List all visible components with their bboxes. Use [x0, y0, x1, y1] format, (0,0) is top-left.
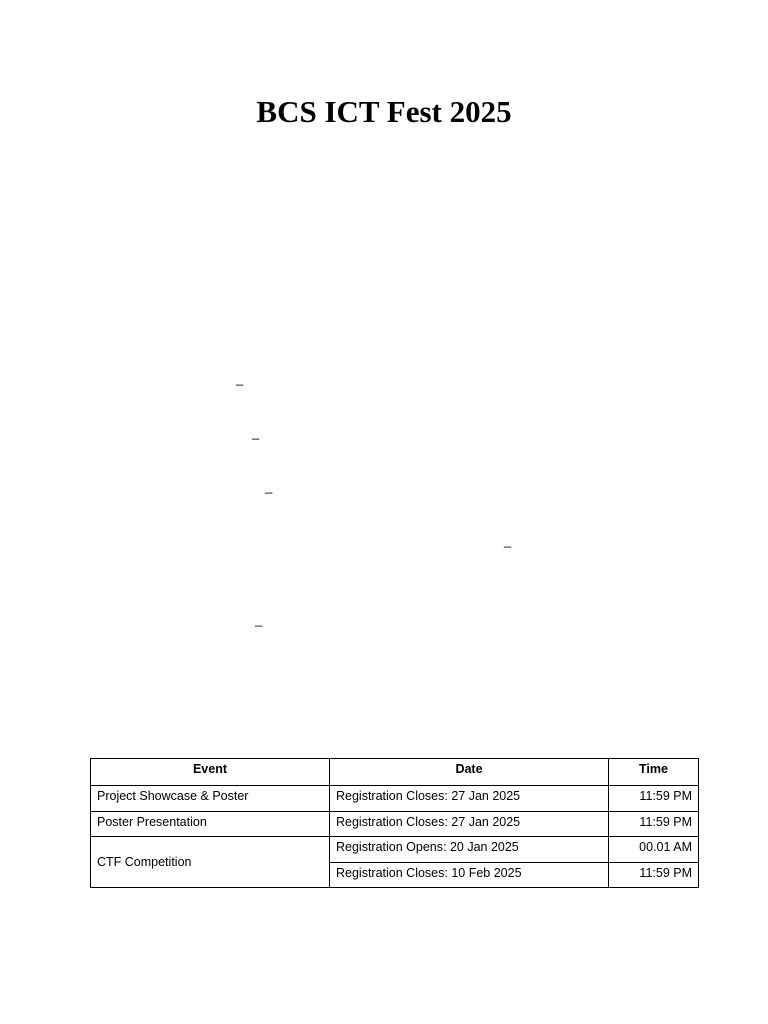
date-cell: Registration Closes: 27 Jan 2025 — [330, 786, 609, 812]
time-cell: 11:59 PM — [609, 811, 699, 837]
time-cell: 00.01 AM — [609, 837, 699, 863]
document-title: BCS ICT Fest 2025 — [256, 94, 512, 129]
table-row — [91, 811, 699, 837]
time-cell: 11:59 PM — [609, 786, 699, 812]
dash-mark: _ — [236, 371, 244, 386]
time-cell: 11:59 PM — [609, 862, 699, 888]
dash-mark: _ — [265, 479, 273, 494]
table-header-row — [91, 759, 699, 786]
date-cell: Registration Closes: 10 Feb 2025 — [330, 862, 609, 888]
dash-mark: _ — [252, 425, 260, 440]
date-cell: Registration Opens: 20 Jan 2025 — [330, 837, 609, 863]
dash-mark: _ — [504, 533, 512, 548]
event-cell: Project Showcase & Poster — [91, 786, 330, 812]
dash-mark: _ — [255, 612, 263, 627]
schedule-table — [90, 758, 699, 888]
event-cell: Poster Presentation — [91, 811, 330, 837]
header-date: Date — [330, 759, 609, 786]
event-cell: CTF Competition — [91, 837, 330, 888]
date-cell: Registration Closes: 27 Jan 2025 — [330, 811, 609, 837]
header-event: Event — [91, 759, 330, 786]
table-row — [91, 786, 699, 812]
header-time: Time — [609, 759, 699, 786]
table-row — [91, 837, 699, 863]
